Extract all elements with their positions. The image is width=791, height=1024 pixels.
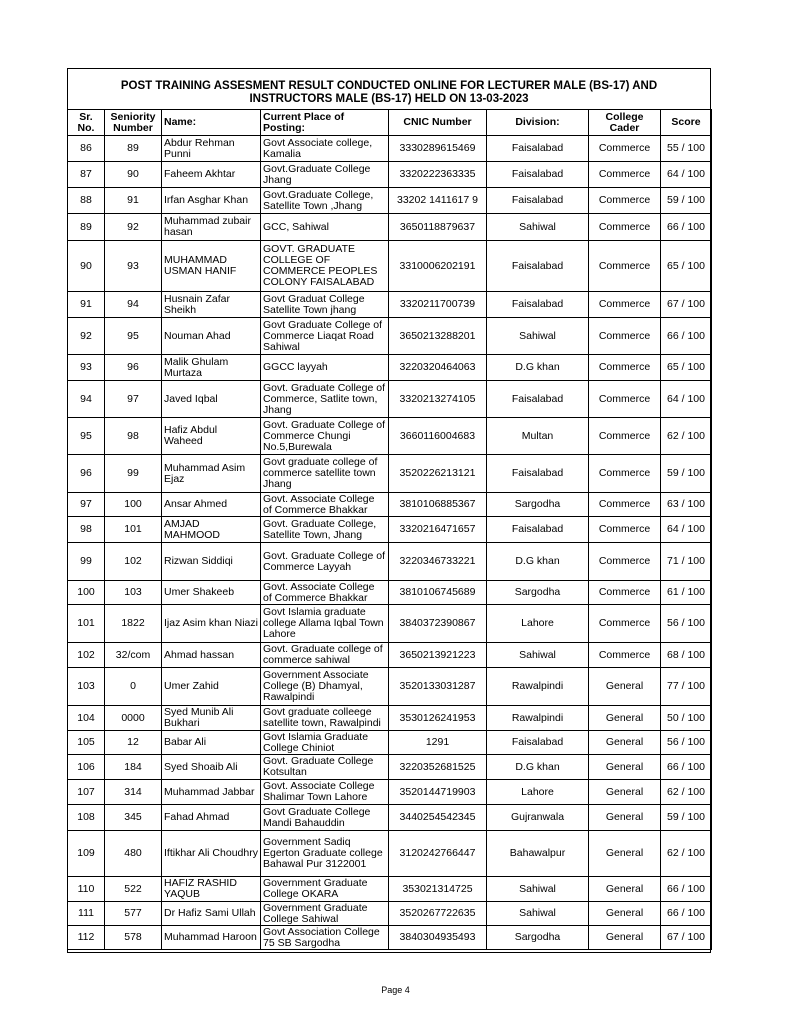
row-cnic: 3650213288201 xyxy=(389,318,487,355)
row-score: 65 / 100 xyxy=(661,241,712,292)
table-row xyxy=(68,902,712,926)
row-division: Faisalabad xyxy=(487,188,589,214)
row-cader: Commerce xyxy=(589,581,661,605)
row-division: Sahiwal xyxy=(487,214,589,241)
table-row xyxy=(68,755,712,780)
row-seniority: 0 xyxy=(105,668,162,706)
row-seniority: 89 xyxy=(105,136,162,162)
row-posting: Govt. Associate College of Commerce Bhakkar xyxy=(261,581,389,605)
row-division: Faisalabad xyxy=(487,517,589,543)
row-name: Ijaz Asim khan Niazi xyxy=(162,605,261,643)
row-seniority: 102 xyxy=(105,543,162,581)
row-cader: Commerce xyxy=(589,381,661,418)
row-seniority: 1822 xyxy=(105,605,162,643)
row-sr: 107 xyxy=(68,780,105,805)
row-score: 50 / 100 xyxy=(661,706,712,731)
page-number: Page 4 xyxy=(381,985,410,995)
row-sr: 91 xyxy=(68,292,105,318)
row-posting: Govt.Graduate College Jhang xyxy=(261,162,389,188)
row-division: Sargodha xyxy=(487,926,589,950)
row-cader: Commerce xyxy=(589,543,661,581)
row-seniority: 577 xyxy=(105,902,162,926)
row-cnic: 3660116004683 xyxy=(389,418,487,455)
row-cnic: 3330289615469 xyxy=(389,136,487,162)
row-division: Sargodha xyxy=(487,581,589,605)
row-posting: Govt. Associate College Shalimar Town Lahore xyxy=(261,780,389,805)
table-row xyxy=(68,805,712,831)
header-cader: College Cader xyxy=(589,110,661,136)
header-row xyxy=(68,110,712,136)
row-seniority: 94 xyxy=(105,292,162,318)
row-score: 56 / 100 xyxy=(661,731,712,755)
row-score: 68 / 100 xyxy=(661,643,712,668)
row-score: 62 / 100 xyxy=(661,831,712,877)
table-row xyxy=(68,162,712,188)
row-name: Faheem Akhtar xyxy=(162,162,261,188)
row-score: 64 / 100 xyxy=(661,381,712,418)
row-sr: 93 xyxy=(68,355,105,381)
row-division: Multan xyxy=(487,418,589,455)
row-name: Iftikhar Ali Choudhry xyxy=(162,831,261,877)
row-cader: Commerce xyxy=(589,643,661,668)
row-seniority: 97 xyxy=(105,381,162,418)
row-division: Rawalpindi xyxy=(487,668,589,706)
row-sr: 102 xyxy=(68,643,105,668)
row-posting: Govt graduate college of commerce satellite town Jhang xyxy=(261,455,389,493)
row-cader: General xyxy=(589,731,661,755)
row-division: Sahiwal xyxy=(487,877,589,902)
row-score: 65 / 100 xyxy=(661,355,712,381)
row-seniority: 98 xyxy=(105,418,162,455)
row-score: 61 / 100 xyxy=(661,581,712,605)
row-cader: Commerce xyxy=(589,455,661,493)
row-sr: 94 xyxy=(68,381,105,418)
row-cnic: 33202 1411617 9 xyxy=(389,188,487,214)
row-seniority: 90 xyxy=(105,162,162,188)
row-cnic: 3320216471657 xyxy=(389,517,487,543)
row-sr: 108 xyxy=(68,805,105,831)
row-cader: Commerce xyxy=(589,162,661,188)
row-score: 63 / 100 xyxy=(661,493,712,517)
row-cnic: 3440254542345 xyxy=(389,805,487,831)
row-sr: 95 xyxy=(68,418,105,455)
row-seniority: 522 xyxy=(105,877,162,902)
table-row xyxy=(68,605,712,643)
row-cader: Commerce xyxy=(589,605,661,643)
row-cader: General xyxy=(589,755,661,780)
row-cnic: 3320222363335 xyxy=(389,162,487,188)
row-name: Hafiz Abdul Waheed xyxy=(162,418,261,455)
row-sr: 89 xyxy=(68,214,105,241)
row-posting: Govt. Graduate College of Commerce Chungi No.5,Burewala xyxy=(261,418,389,455)
row-division: Sargodha xyxy=(487,493,589,517)
table-row xyxy=(68,926,712,950)
row-posting: GCC, Sahiwal xyxy=(261,214,389,241)
row-seniority: 92 xyxy=(105,214,162,241)
row-name: Ahmad hassan xyxy=(162,643,261,668)
row-seniority: 314 xyxy=(105,780,162,805)
row-division: Faisalabad xyxy=(487,162,589,188)
row-division: D.G khan xyxy=(487,543,589,581)
table-row xyxy=(68,493,712,517)
row-cnic: 3650213921223 xyxy=(389,643,487,668)
row-sr: 99 xyxy=(68,543,105,581)
table-row xyxy=(68,831,712,877)
row-seniority: 345 xyxy=(105,805,162,831)
row-posting: Govt graduate colleege satellite town, Rawalpindi xyxy=(261,706,389,731)
row-name: Muhammad Asim Ejaz xyxy=(162,455,261,493)
row-cnic: 3320213274105 xyxy=(389,381,487,418)
row-name: Fahad Ahmad xyxy=(162,805,261,831)
row-posting: Govt.Graduate College, Satellite Town ,Jhang xyxy=(261,188,389,214)
table-row xyxy=(68,668,712,706)
row-sr: 100 xyxy=(68,581,105,605)
row-sr: 109 xyxy=(68,831,105,877)
row-division: Gujranwala xyxy=(487,805,589,831)
row-cnic: 3810106885367 xyxy=(389,493,487,517)
row-posting: Government Graduate College OKARA xyxy=(261,877,389,902)
row-score: 59 / 100 xyxy=(661,805,712,831)
row-score: 66 / 100 xyxy=(661,877,712,902)
row-posting: Govt Islamia graduate college Allama Iqbal Town Lahore xyxy=(261,605,389,643)
row-sr: 111 xyxy=(68,902,105,926)
title-line-2: INSTRUCTORS MALE (BS-17) HELD ON 13-03-2023 xyxy=(249,93,529,105)
row-name: Muhammad Haroon xyxy=(162,926,261,950)
row-seniority: 184 xyxy=(105,755,162,780)
row-score: 71 / 100 xyxy=(661,543,712,581)
table-row xyxy=(68,381,712,418)
row-score: 66 / 100 xyxy=(661,902,712,926)
row-cader: General xyxy=(589,831,661,877)
row-score: 62 / 100 xyxy=(661,780,712,805)
row-sr: 97 xyxy=(68,493,105,517)
header-seniority: Seniority Number xyxy=(105,110,162,136)
row-posting: Govt Graduat College Satellite Town jhang xyxy=(261,292,389,318)
row-sr: 106 xyxy=(68,755,105,780)
header-cnic: CNIC Number xyxy=(389,110,487,136)
row-cader: General xyxy=(589,877,661,902)
row-cnic: 3520144719903 xyxy=(389,780,487,805)
row-score: 66 / 100 xyxy=(661,318,712,355)
table-row xyxy=(68,188,712,214)
row-seniority: 32/com xyxy=(105,643,162,668)
table-row xyxy=(68,731,712,755)
row-cader: Commerce xyxy=(589,517,661,543)
row-seniority: 103 xyxy=(105,581,162,605)
row-cader: Commerce xyxy=(589,493,661,517)
header-division: Division: xyxy=(487,110,589,136)
table-row xyxy=(68,706,712,731)
row-score: 77 / 100 xyxy=(661,668,712,706)
row-cnic: 3530126241953 xyxy=(389,706,487,731)
row-cader: General xyxy=(589,706,661,731)
row-name: Umer Shakeeb xyxy=(162,581,261,605)
row-cnic: 3810106745689 xyxy=(389,581,487,605)
row-division: Faisalabad xyxy=(487,731,589,755)
row-posting: Govt Association College 75 SB Sargodha xyxy=(261,926,389,950)
row-division: Faisalabad xyxy=(487,381,589,418)
table-row xyxy=(68,292,712,318)
row-score: 66 / 100 xyxy=(661,214,712,241)
header-posting: Current Place of Posting: xyxy=(261,110,389,136)
row-score: 59 / 100 xyxy=(661,188,712,214)
row-sr: 92 xyxy=(68,318,105,355)
row-score: 62 / 100 xyxy=(661,418,712,455)
row-name: Nouman Ahad xyxy=(162,318,261,355)
row-cnic: 3320211700739 xyxy=(389,292,487,318)
table-row xyxy=(68,780,712,805)
row-posting: Govt. Graduate college of commerce sahiwal xyxy=(261,643,389,668)
row-cnic: 3840304935493 xyxy=(389,926,487,950)
row-sr: 86 xyxy=(68,136,105,162)
row-division: Sahiwal xyxy=(487,902,589,926)
row-sr: 110 xyxy=(68,877,105,902)
table-row xyxy=(68,455,712,493)
row-posting: Govt. Graduate College of Commerce, Satlite town, Jhang xyxy=(261,381,389,418)
table-row xyxy=(68,877,712,902)
row-posting: Government Graduate College Sahiwal xyxy=(261,902,389,926)
row-cader: Commerce xyxy=(589,241,661,292)
table-row xyxy=(68,517,712,543)
row-name: Irfan Asghar Khan xyxy=(162,188,261,214)
row-posting: Govt Associate college, Kamalia xyxy=(261,136,389,162)
row-name: Abdur Rehman Punni xyxy=(162,136,261,162)
row-cader: General xyxy=(589,780,661,805)
row-seniority: 101 xyxy=(105,517,162,543)
table-row xyxy=(68,318,712,355)
row-cader: General xyxy=(589,926,661,950)
row-posting: Government Associate College (B) Dhamyal, Rawalpindi xyxy=(261,668,389,706)
table-row xyxy=(68,543,712,581)
row-score: 64 / 100 xyxy=(661,517,712,543)
header-sr: Sr. No. xyxy=(68,110,105,136)
row-sr: 101 xyxy=(68,605,105,643)
row-posting: Government Sadiq Egerton Graduate college Bahawal Pur 3122001 xyxy=(261,831,389,877)
table-body xyxy=(68,136,712,950)
row-division: D.G khan xyxy=(487,355,589,381)
row-cnic: 1291 xyxy=(389,731,487,755)
row-name: Syed Shoaib Ali xyxy=(162,755,261,780)
row-cnic: 3310006202191 xyxy=(389,241,487,292)
row-division: Rawalpindi xyxy=(487,706,589,731)
row-cnic: 353021314725 xyxy=(389,877,487,902)
row-cnic: 3840372390867 xyxy=(389,605,487,643)
row-cnic: 3650118879637 xyxy=(389,214,487,241)
row-name: Javed Iqbal xyxy=(162,381,261,418)
row-seniority: 99 xyxy=(105,455,162,493)
row-sr: 98 xyxy=(68,517,105,543)
row-division: Faisalabad xyxy=(487,136,589,162)
row-score: 59 / 100 xyxy=(661,455,712,493)
row-sr: 112 xyxy=(68,926,105,950)
row-name: MUHAMMAD USMAN HANIF xyxy=(162,241,261,292)
row-cader: General xyxy=(589,805,661,831)
title-line-1: POST TRAINING ASSESMENT RESULT CONDUCTED ONLINE FOR LECTURER MALE (BS-17) AND xyxy=(120,80,658,92)
row-cader: Commerce xyxy=(589,188,661,214)
row-name: Dr Hafiz Sami Ullah xyxy=(162,902,261,926)
row-name: Babar Ali xyxy=(162,731,261,755)
row-cader: Commerce xyxy=(589,418,661,455)
table-row xyxy=(68,214,712,241)
row-cnic: 3120242766447 xyxy=(389,831,487,877)
row-sr: 96 xyxy=(68,455,105,493)
row-seniority: 0000 xyxy=(105,706,162,731)
row-name: Muhammad zubair hasan xyxy=(162,214,261,241)
row-posting: Govt. Graduate College, Satellite Town, Jhang xyxy=(261,517,389,543)
row-sr: 105 xyxy=(68,731,105,755)
row-division: Bahawalpur xyxy=(487,831,589,877)
row-seniority: 480 xyxy=(105,831,162,877)
row-name: Malik Ghulam Murtaza xyxy=(162,355,261,381)
row-posting: Govt Islamia Graduate College Chiniot xyxy=(261,731,389,755)
row-score: 66 / 100 xyxy=(661,755,712,780)
table-row xyxy=(68,418,712,455)
row-posting: Govt Graduate College of Commerce Liaqat Road Sahiwal xyxy=(261,318,389,355)
row-name: AMJAD MAHMOOD xyxy=(162,517,261,543)
table-row xyxy=(68,643,712,668)
row-cader: General xyxy=(589,668,661,706)
row-name: Syed Munib Ali Bukhari xyxy=(162,706,261,731)
row-score: 55 / 100 xyxy=(661,136,712,162)
row-cnic: 3520133031287 xyxy=(389,668,487,706)
row-seniority: 91 xyxy=(105,188,162,214)
results-table xyxy=(67,109,712,950)
row-seniority: 100 xyxy=(105,493,162,517)
row-cader: Commerce xyxy=(589,214,661,241)
row-name: Muhammad Jabbar xyxy=(162,780,261,805)
row-sr: 87 xyxy=(68,162,105,188)
row-seniority: 95 xyxy=(105,318,162,355)
row-score: 64 / 100 xyxy=(661,162,712,188)
row-sr: 88 xyxy=(68,188,105,214)
table-row xyxy=(68,581,712,605)
row-name: Umer Zahid xyxy=(162,668,261,706)
row-sr: 103 xyxy=(68,668,105,706)
row-cader: Commerce xyxy=(589,292,661,318)
row-cnic: 3220352681525 xyxy=(389,755,487,780)
row-division: Faisalabad xyxy=(487,241,589,292)
header-score: Score xyxy=(661,110,712,136)
row-cnic: 3220346733221 xyxy=(389,543,487,581)
row-seniority: 578 xyxy=(105,926,162,950)
row-seniority: 93 xyxy=(105,241,162,292)
row-name: Husnain Zafar Sheikh xyxy=(162,292,261,318)
row-posting: GOVT. GRADUATE COLLEGE OF COMMERCE PEOPLES COLONY FAISALABAD xyxy=(261,241,389,292)
row-division: Faisalabad xyxy=(487,455,589,493)
row-posting: GGCC layyah xyxy=(261,355,389,381)
row-name: HAFIZ RASHID YAQUB xyxy=(162,877,261,902)
row-sr: 104 xyxy=(68,706,105,731)
row-division: Sahiwal xyxy=(487,643,589,668)
row-seniority: 12 xyxy=(105,731,162,755)
row-division: Faisalabad xyxy=(487,292,589,318)
row-cader: Commerce xyxy=(589,355,661,381)
row-sr: 90 xyxy=(68,241,105,292)
table-row xyxy=(68,241,712,292)
row-division: D.G khan xyxy=(487,755,589,780)
row-cnic: 3520267722635 xyxy=(389,902,487,926)
row-score: 67 / 100 xyxy=(661,926,712,950)
document-title xyxy=(67,80,711,106)
table-row xyxy=(68,136,712,162)
row-cader: Commerce xyxy=(589,136,661,162)
row-cnic: 3520226213121 xyxy=(389,455,487,493)
row-posting: Govt. Graduate College of Commerce Layyah xyxy=(261,543,389,581)
row-posting: Govt. Graduate College Kotsultan xyxy=(261,755,389,780)
row-division: Lahore xyxy=(487,780,589,805)
row-name: Ansar Ahmed xyxy=(162,493,261,517)
row-cnic: 3220320464063 xyxy=(389,355,487,381)
row-posting: Govt Graduate College Mandi Bahauddin xyxy=(261,805,389,831)
row-posting: Govt. Associate College of Commerce Bhakkar xyxy=(261,493,389,517)
row-score: 67 / 100 xyxy=(661,292,712,318)
row-cader: Commerce xyxy=(589,318,661,355)
row-division: Lahore xyxy=(487,605,589,643)
table-row xyxy=(68,355,712,381)
row-score: 56 / 100 xyxy=(661,605,712,643)
row-name: Rizwan Siddiqi xyxy=(162,543,261,581)
header-name: Name: xyxy=(162,110,261,136)
row-seniority: 96 xyxy=(105,355,162,381)
row-division: Sahiwal xyxy=(487,318,589,355)
row-cader: General xyxy=(589,902,661,926)
